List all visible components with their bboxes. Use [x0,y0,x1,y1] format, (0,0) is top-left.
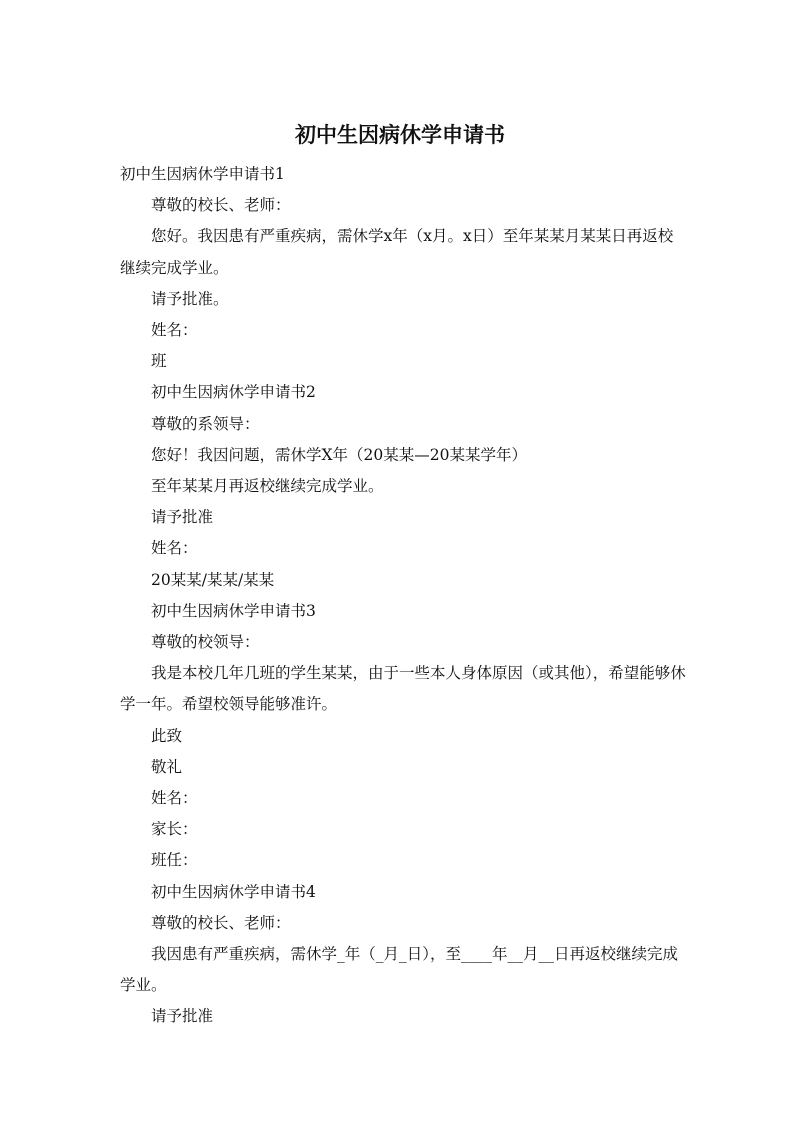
name-line: 姓名： [151,789,198,808]
body-paragraph: 您好！我因问题，需休学X年（20某某—20某某学年） [151,445,527,464]
closing-line: 此致 [151,726,183,745]
salutation: 尊敬的校领导： [151,633,260,652]
request-line: 请予批准 [151,1007,214,1026]
parent-line: 家长： [151,820,198,839]
request-line: 请予批准 [151,508,214,527]
section-heading-3: 初中生因病休学申请书3 [151,601,316,620]
section-heading-4: 初中生因病休学申请书4 [151,882,316,901]
teacher-line: 班任： [151,851,198,870]
request-line: 请予批准。 [151,289,229,308]
class-line: 班 [151,352,167,371]
body-paragraph: 您好。我因患有严重疾病，需休学x年（x月。x日）至年某某月某某日再返校继续完成学业。 [120,227,674,277]
page-title: 初中生因病休学申请书 [295,123,505,147]
name-line: 姓名： [151,539,198,558]
name-line: 姓名： [151,321,198,340]
salutation: 尊敬的系领导： [151,414,260,433]
document-body [120,159,688,1033]
section-heading-1: 初中生因病休学申请书1 [120,165,285,183]
section-heading-2: 初中生因病休学申请书2 [151,383,316,402]
salutation: 尊敬的校长、老师： [151,196,291,215]
salutation: 尊敬的校长、老师： [151,913,291,932]
body-paragraph: 至年某某月再返校继续完成学业。 [151,477,384,496]
date-line: 20某某/某某/某某 [151,570,275,589]
closing-line: 敬礼 [151,757,183,776]
body-paragraph: 我是本校几年几班的学生某某，由于一些本人身体原因（或其他），希望能够休学一年。希望校领导能够准许。 [120,664,686,714]
body-paragraph: 我因患有严重疾病，需休学_年（_月_日），至____年__月__日再返校继续完成学业。 [120,945,679,995]
